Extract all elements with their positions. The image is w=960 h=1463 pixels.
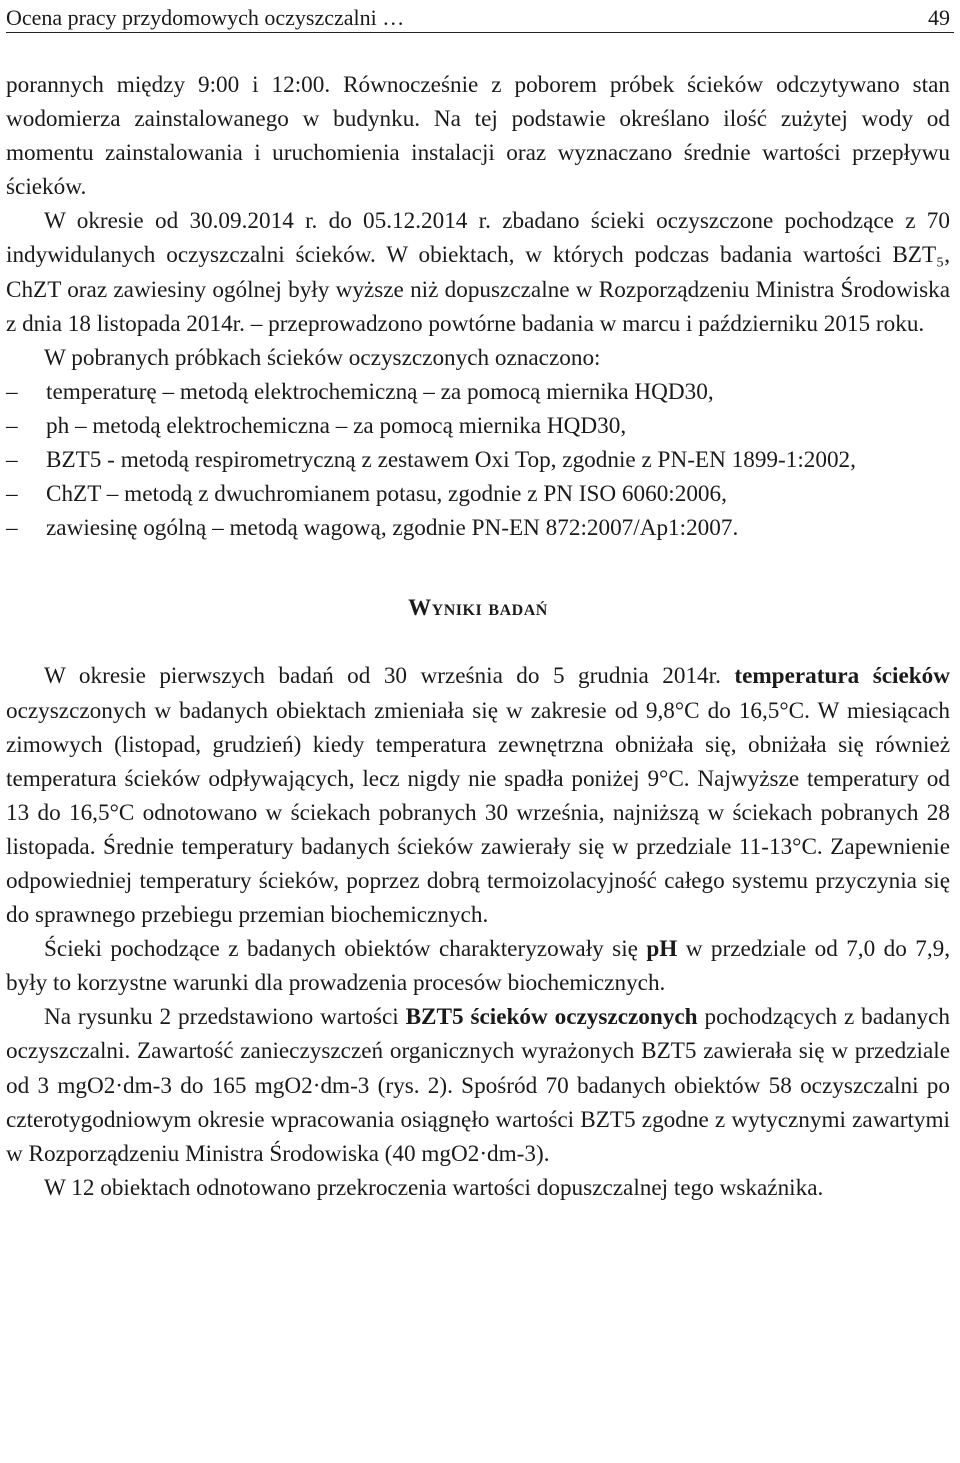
paragraph-exceedances: W 12 obiektach odnotowano przekroczenia wartości dopuszczalnej tego wskaźnika. [44,1174,824,1201]
document-body [6,68,950,1205]
list-item [6,477,950,511]
text-run: Ścieki pochodzące z badanych obiektów charakteryzowały się [44,936,638,963]
list-item [6,409,950,443]
list-dash: – [6,515,18,542]
text-run: W okresie pierwszych badań od 30 września do 5 grudnia 2014r. [44,663,721,690]
bold-term: BZT5 ścieków oczyszczonych [405,1004,698,1031]
list-item [6,375,950,409]
paragraph-bod [6,1000,950,1170]
bold-term: pH [646,936,678,963]
list-item-text: ChZT – metodą z dwuchromianem potasu, zgodnie z PN ISO 6060:2006, [46,481,727,508]
list-dash: – [6,481,18,508]
paragraph-temperature [6,659,950,932]
paragraph-ph [6,932,950,1000]
list-dash: – [6,378,18,405]
running-title: Ocena pracy przydomowych oczyszczalni … [6,5,405,30]
paragraph-methods-intro: W pobranych próbkach ścieków oczyszczonych oznaczono: [44,344,601,371]
section-heading-text: Wyniki badań [408,595,548,621]
list-item-text: temperaturę – metodą elektrochemiczną – za pomocą miernika HQD30, [46,378,714,405]
page-number: 49 [928,5,950,30]
list-item [6,511,950,545]
section-heading [6,545,950,659]
results-section [6,659,950,1205]
list-item-text: ph – metodą elektrochemiczna – za pomocą miernika HQD30, [46,412,627,439]
paragraph-study-period: W okresie od 30.09.2014 r. do 05.12.2014 r. zbadano ścieki oczyszczone pochodzące z 70 indywidulanych oczyszczalni ścieków. W obiektach, w których podczas badania wartości BZT₅, ChZT oraz zawiesiny ogólnej były wyższe niż dopuszczalne w Rozporządzeniu Ministra Środowiska z dnia 18 listopada 2014r. – przeprowadzono powtórne badania w marcu i październiku 2015 roku. [6,208,950,337]
list-dash: – [6,412,18,439]
paragraph-sampling: porannych między 9:00 i 12:00. Równocześnie z poborem próbek ścieków odczytywano stan wodomierza zainstalowanego w budynku. Na tej podstawie określano ilość zużytej wody od momentu zainstalowania i uruchomienia instalacji oraz wyznaczano średnie wartości przepływu ścieków. [6,72,950,201]
running-header [6,4,954,33]
text-run: pochodzących z badanych oczyszczalni. Zawartość zanieczyszczeń organicznych wyrażonych BZT5 zawierała się w przedziale od 3 mgO2·dm-3 do 165 mgO2·dm-3 (rys. 2). Spośród 70 badanych obiektów 58 oczyszczalni po czterotygodniowym okresie wpracowania osiągnęło wartości BZT5 zgodne z wytycznymi zawartymi w Rozporządzeniu Ministra Środowiska (40 mgO2·dm-3). [6,1004,950,1167]
text-run: oczyszczonych w badanych obiektach zmieniała się w zakresie od 9,8°C do 16,5°C. W miesiącach zimowych (listopad, grudzień) kiedy temperatura zewnętrzna obniżała się, obniżała się również temperatura ścieków odpływających, lecz nigdy nie spadła poniżej 9°C. Najwyższe temperatury od 13 do 16,5°C odnotowano w ściekach pobranych 30 września, najniższą w ściekach pobranych 28 listopada. Średnie temperatury badanych ścieków zawierały się w przedziale 11-13°C. Zapewnienie odpowiedniej temperatury ścieków, poprzez dobrą termoizolacyjność całego systemu przyczynia się do sprawnego przebiegu przemian biochemicznych. [6,697,950,929]
methods-list [6,375,950,545]
text-run: w przedziale od 7,0 do 7,9, były to korzystne warunki dla prowadzenia procesów biochemicznych. [6,936,951,997]
text-run: Na rysunku 2 przedstawiono wartości [44,1004,399,1031]
bold-term: temperatura ścieków [734,663,950,690]
list-item-text: zawiesinę ogólną – metodą wagową, zgodnie PN-EN 872:2007/Ap1:2007. [46,515,739,542]
list-item-text: BZT5 - metodą respirometryczną z zestawem Oxi Top, zgodnie z PN-EN 1899-1:2002, [46,447,856,474]
list-dash: – [6,447,18,474]
list-item [6,443,950,477]
